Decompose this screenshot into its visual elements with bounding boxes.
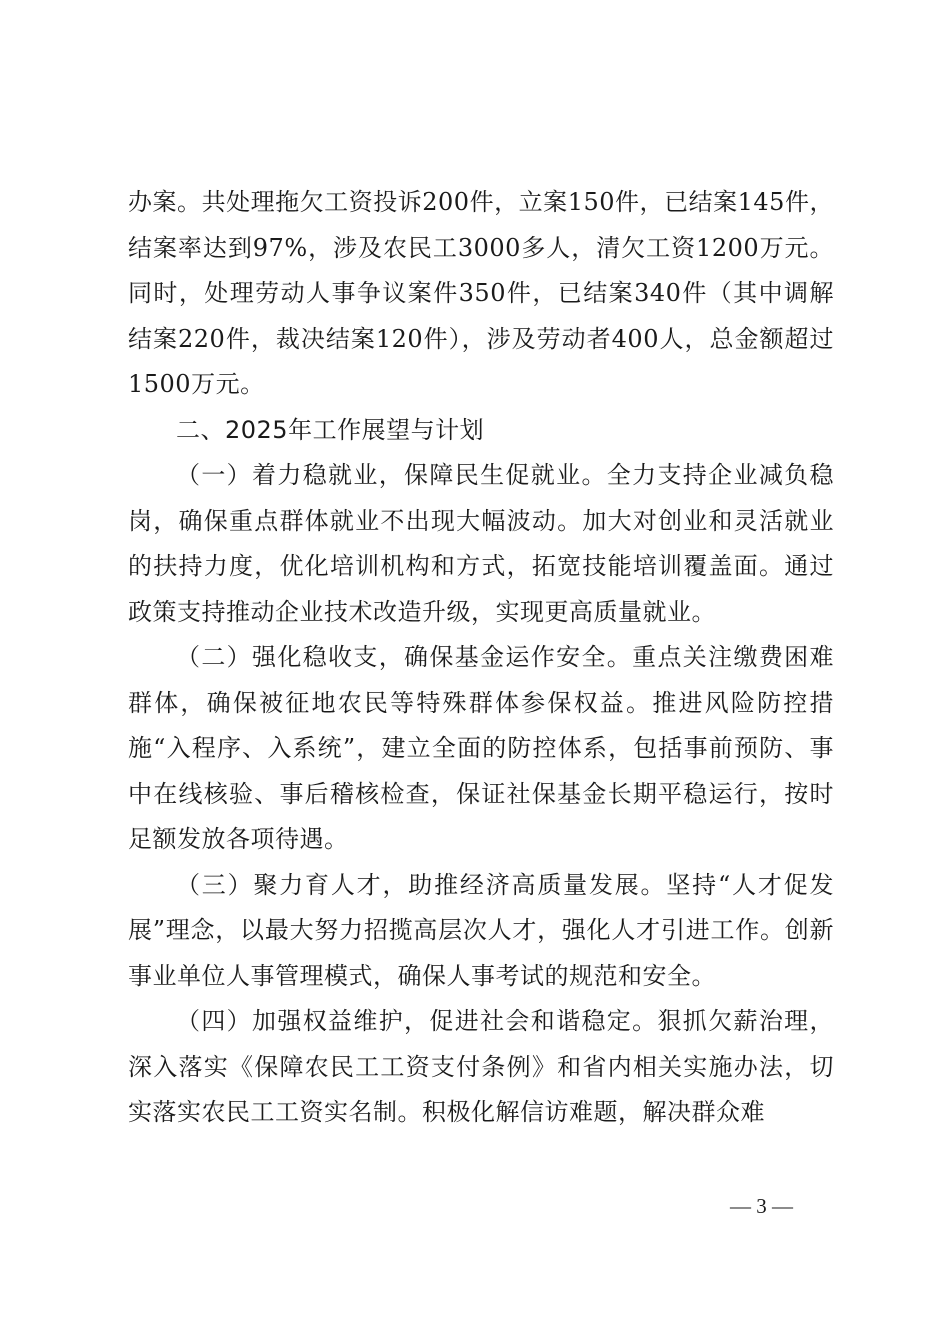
paragraph-wage-arrears-cases [128, 180, 834, 408]
item-talent [128, 863, 834, 1000]
item-text: 全力支持企业减负稳岗，确保重点群体就业不出现大幅波动。加大对创业和灵活就业的扶持力度，优化培训机构和方式，拓宽技能培训覆盖面。通过政策支持推动企业技术改造升级，实现更高质量就业。 [128, 461, 835, 626]
page-number: — 3 — [730, 1194, 793, 1218]
item-text: 狠抓欠薪治理，深入落实《保障农民工工资支付条例》和省内相关实施办法，切实落实农民工工资实名制。积极化解信访难题，解决群众难 [128, 1007, 835, 1126]
item-rights-protection [128, 999, 834, 1136]
paragraph-text: 办案。共处理拖欠工资投诉200件，立案150件，已结案145件，结案率达到97%，涉及农民工3000多人，清欠工资1200万元。同时，处理劳动人事争议案件350件，已结案340件（其中调解结案220件，裁决结案120件），涉及劳动者400人，总金额超过1500万元。 [128, 188, 834, 398]
item-text: 坚持“人才促发展”理念，以最大努力招揽高层次人才，强化人才引进工作。创新事业单位人事管理模式，确保人事考试的规范和安全。 [128, 870, 834, 990]
item-lead: （三）聚力育人才，助推经济高质量发展。 [176, 870, 667, 899]
item-lead: （一）着力稳就业，保障民生促就业。 [176, 461, 607, 489]
item-text: 重点关注缴费困难群体，确保被征地农民等特殊群体参保权益。推进风险防控措施“入程序、入系统”，建立全面的防控体系，包括事前预防、事中在线核验、事后稽核检查，保证社保基金长期平稳运行，按时足额发放各项待遇。 [128, 643, 835, 853]
item-lead: （二）强化稳收支，确保基金运作安全。 [176, 643, 633, 671]
item-lead: （四）加强权益维护，促进社会和谐稳定。 [176, 1007, 658, 1035]
section-heading: 二、2025年工作展望与计划 [176, 415, 485, 444]
document-body [128, 180, 834, 1136]
item-fund-safety [128, 635, 834, 863]
item-employment [128, 453, 834, 635]
